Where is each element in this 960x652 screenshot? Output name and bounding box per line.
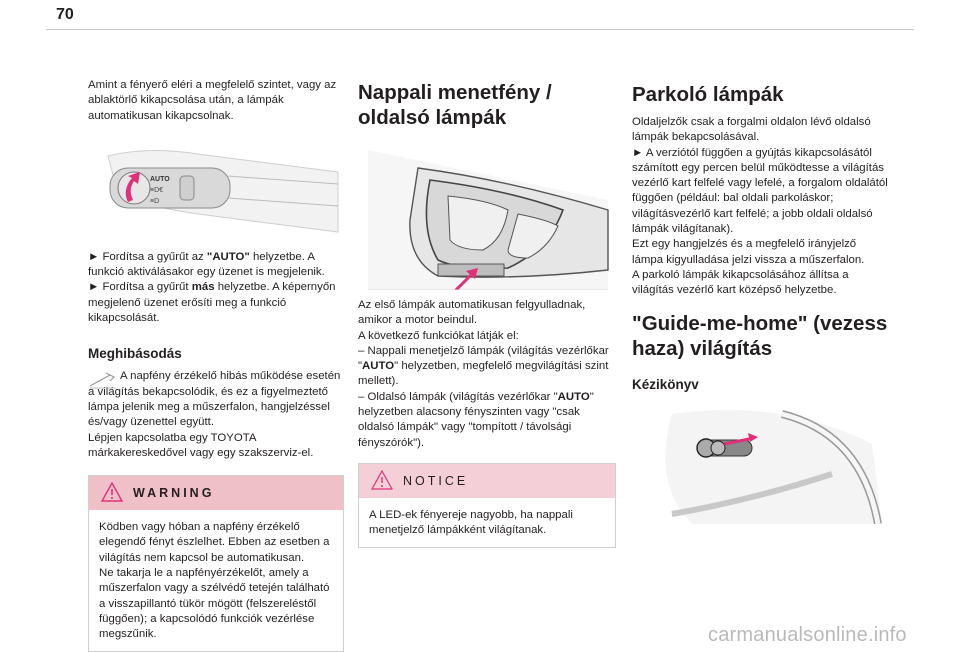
svg-text:≡D€: ≡D€: [150, 186, 164, 194]
warning-box: [88, 475, 344, 651]
warning-header: [89, 476, 343, 510]
column-right: [632, 82, 890, 524]
drl-heading: Nappali menetfény / oldalsó lámpák: [358, 81, 552, 129]
drl-intro: Az első lámpák automatikusan felgyulladnak, amikor a motor beindul.: [358, 299, 586, 327]
svg-text:≡D: ≡D: [150, 197, 160, 205]
svg-text:AUTO: AUTO: [150, 175, 170, 183]
parking-intro: Oldaljelzők csak a forgalmi oldalon lévő oldalsó lámpák bekapcsolásával.: [632, 116, 871, 144]
page-number: 70: [56, 6, 74, 23]
parking-step: ► A verziótól függően a gyújtás kikapcsolásától számított egy percen belül működtesse a világítás vezérlő kart felfelé vagy lefelé, a forgalom oldalától függően (például: bal oldali parkoláskor; világításvezérlő kart felfelé; a jobb oldali oldalsó lámpák világítanak).: [632, 146, 890, 238]
warning-triangle-icon: [101, 482, 123, 502]
parking-heading: Parkoló lámpák: [632, 83, 784, 106]
column-left: [88, 78, 344, 652]
notice-text: A LED-ek fényereje nagyobb, ha nappali menetjelző lámpákként világítanak.: [369, 508, 573, 537]
warning-title: WARNING: [133, 486, 215, 501]
watermark: carmanualsonline.info: [708, 624, 907, 646]
bullet-arrow-icon: [88, 281, 102, 293]
notice-header: [359, 464, 615, 498]
manual-subheading: Kézikönyv: [632, 376, 699, 392]
steering-lever-illustration: [632, 404, 890, 524]
notice-body: [359, 498, 615, 547]
drl-item-side: – Oldalsó lámpák (világítás vezérlőkar "AUTO" helyzetben alacsony fényszinten vagy "csak oldalsó lámpák" vagy "tompított / távolsági fényszórók").: [358, 390, 594, 449]
drl-functions: A következő funkciókat látják el:: [358, 329, 519, 342]
bullet-arrow-icon: [88, 251, 102, 263]
fault-heading: Meghibásodás: [88, 346, 182, 362]
notice-box: [358, 463, 616, 548]
fault-block: [88, 369, 344, 461]
bullet-arrow-icon: [632, 147, 646, 159]
parking-off: A parkoló lámpák kikapcsolásához állítsa a világítás vezérlő kart középső helyzetbe.: [632, 268, 849, 297]
step-other: ► Fordítsa a gyűrűt más helyzetbe. A képernyőn megjelenő üzenet erősíti meg a funkció kikapcsolását.: [88, 280, 344, 326]
headlamp-illustration: [358, 140, 616, 290]
fault-contact: Lépjen kapcsolatba egy TOYOTA márkakereskedővel vagy egy szakszerviz-el.: [88, 431, 314, 459]
intro-text: Amint a fényerő eléri a megfelelő szintet, vagy az ablaktörlő kikapcsolása után, a lámpák automatikusan kikapcsolnak.: [88, 79, 337, 122]
warning-text-1: Ködben vagy hóban a napfény érzékelő elegendő fényt észlelhet. Ebben az esetben a világítás nem kapcsol be automatikusan.: [99, 521, 330, 564]
notice-title: NOTICE: [403, 473, 469, 488]
drl-item-daytime: – Nappali menetjelző lámpák (világítás vezérlőkar "AUTO" helyzetben, megfelelő megvilágítási szint mellett).: [358, 344, 609, 388]
step-auto: ► Fordítsa a gyűrűt az "AUTO" helyzetbe. A funkció aktiválásakor egy üzenet is megjelenik.: [88, 250, 344, 281]
wrench-note-icon: [88, 371, 118, 389]
warning-text-2: Ne takarja le a napfényérzékelőt, amely a műszerfalon vagy a szélvédő tetején található a visszapillantó tükör mögött (felszereléstől függően); a kapcsolódó funkciók vezérlése megszűnik.: [99, 567, 330, 641]
light-lever-illustration: [88, 136, 344, 236]
guide-me-home-heading: "Guide-me-home" (vezess haza) világítás: [632, 311, 888, 360]
column-middle: [358, 80, 616, 548]
warning-body: [89, 510, 343, 650]
parking-confirm: Ezt egy hangjelzés és a megfelelő irányjelző lámpa kigyulladása jelzi vissza a műszerfalon.: [632, 238, 865, 266]
notice-triangle-icon: [371, 470, 393, 490]
header-divider: [46, 29, 914, 30]
fault-text: A napfény érzékelő hibás működése esetén a világítás bekapcsolódik, és ez a figyelmeztető lámpa jelenik meg a műszerfalon, hangjelzéssel és/vagy üzenettel együtt.: [88, 370, 341, 429]
